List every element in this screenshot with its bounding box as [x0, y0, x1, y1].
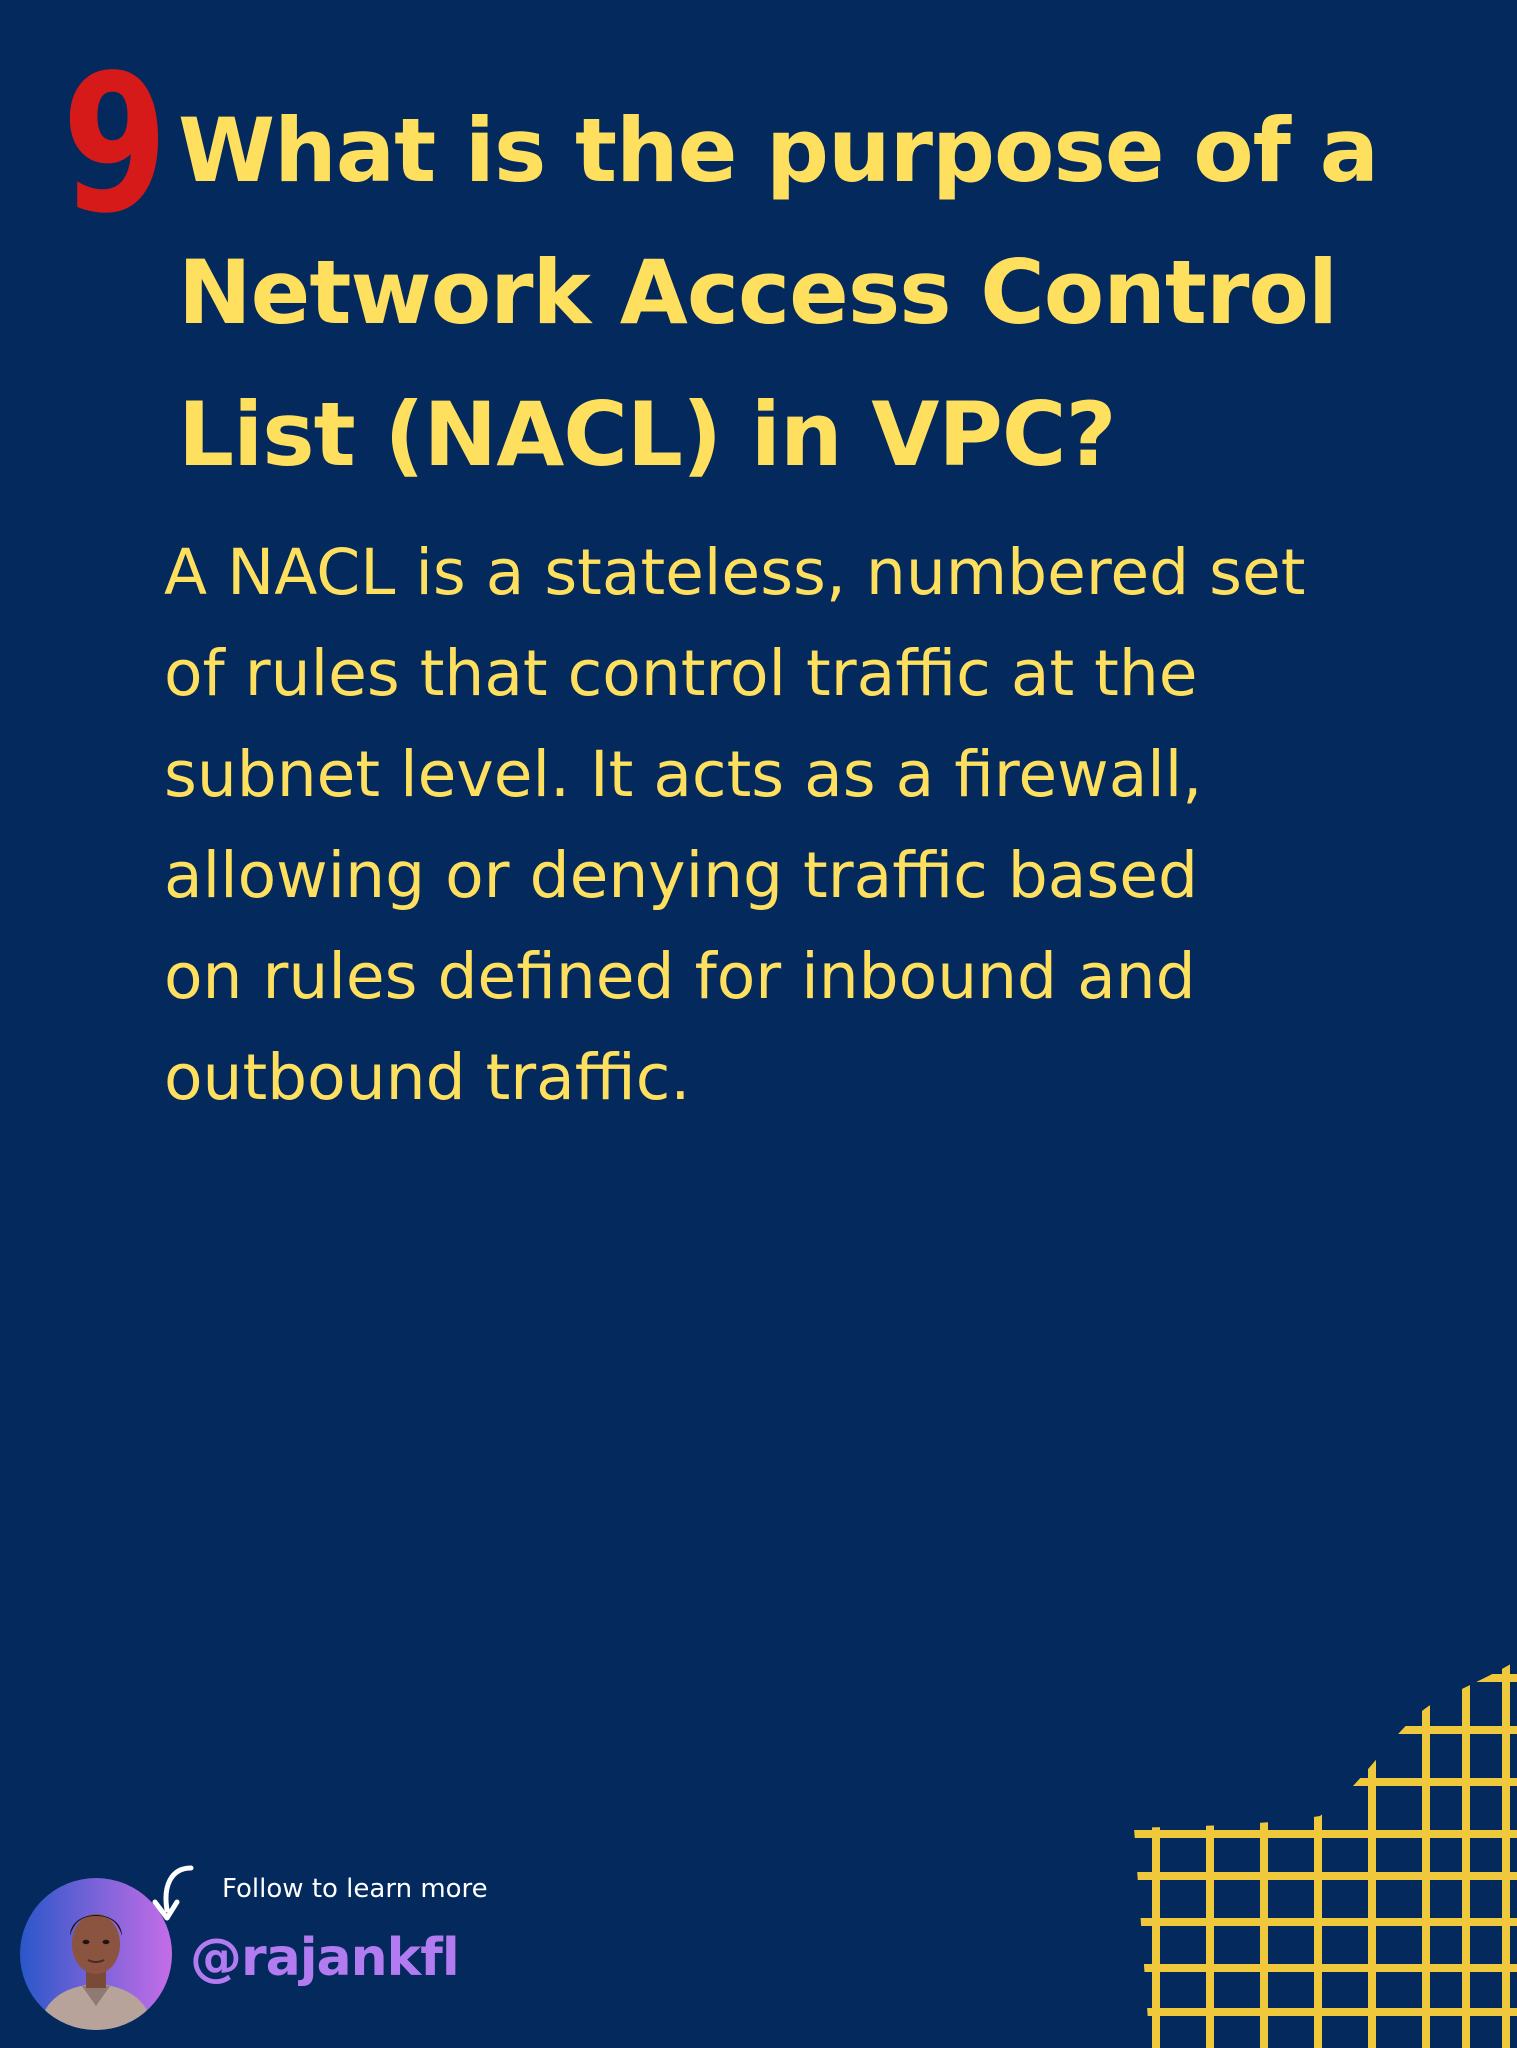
answer-text — [164, 522, 1494, 1128]
answer-line: A NACL is a stateless, numbered set — [164, 536, 1306, 609]
social-handle[interactable]: @rajankfl — [190, 1928, 459, 1988]
follow-caption: Follow to learn more — [222, 1874, 488, 1904]
answer-line: of rules that control traffic at the — [164, 637, 1198, 710]
title-line: Network Access Control — [178, 241, 1337, 344]
question-title — [178, 80, 1478, 506]
grid-decoration — [1130, 1650, 1517, 2048]
title-line: What is the purpose of a — [178, 99, 1378, 202]
question-number: 9 — [62, 34, 165, 255]
title-line: List (NACL) in VPC? — [178, 383, 1116, 486]
answer-line: outbound traffic. — [164, 1041, 691, 1114]
answer-line: allowing or denying traffic based — [164, 839, 1198, 912]
answer-line: on rules defined for inbound and — [164, 940, 1196, 1013]
answer-line: subnet level. It acts as a firewall, — [164, 738, 1203, 811]
